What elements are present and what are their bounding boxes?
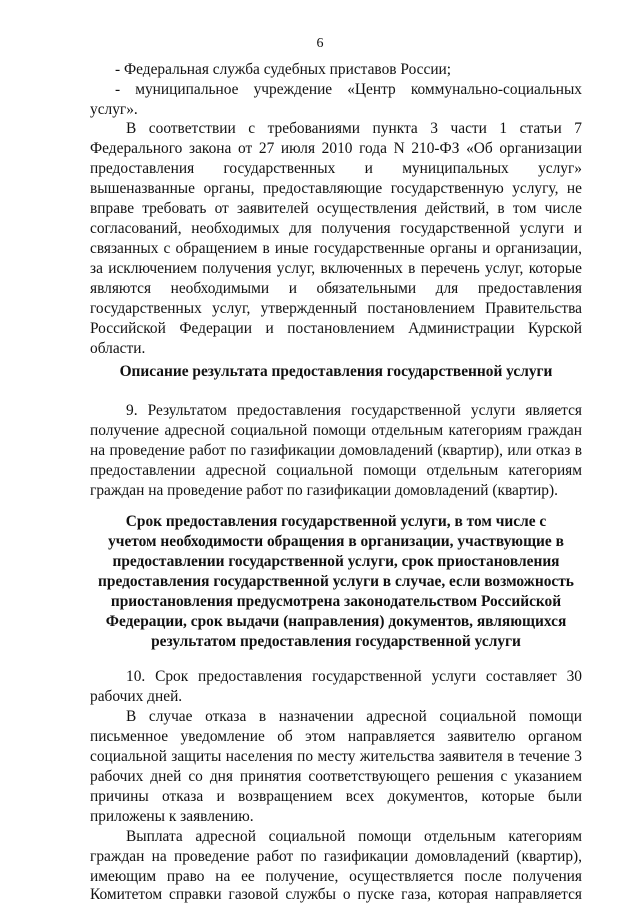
- paragraph-line: предоставлении адресной социальной помощи отдельным категориям: [90, 462, 582, 479]
- paragraph-line: связанных с обращением в иные государственные органы и организации,: [90, 240, 582, 257]
- section-heading-line: приостановления предусмотрена законодательством Российской: [110, 593, 562, 610]
- paragraph-line: предоставления государственных и муниципальных услуг»: [90, 160, 582, 177]
- paragraph-line: имеющим право на ее получение, осуществляется после получения: [90, 868, 582, 885]
- paragraph-line: государственных услуг, утвержденный постановлением Правительства: [90, 300, 582, 317]
- section-heading-line: предоставления государственной услуги в случае, если возможность: [98, 573, 574, 590]
- paragraph-line: Федерального закона от 27 июля 2010 года N 210-ФЗ «Об организации: [90, 140, 582, 157]
- section-heading-line: Срок предоставления государственной услуги, в том числе с: [125, 513, 547, 530]
- paragraph-line: 9. Результатом предоставления государственной услуги является: [126, 402, 582, 419]
- paragraph-line: области.: [90, 340, 146, 357]
- paragraph-line: рабочих дней со дня принятия соответствующего решения с указанием: [90, 768, 582, 785]
- paragraph-line: Комитетом справки газовой службы о пуске газа, которая направляется: [90, 886, 582, 903]
- paragraph-line: приложены к заявлению.: [90, 808, 254, 825]
- list-item-line: - Федеральная служба судебных приставов России;: [115, 61, 452, 78]
- page-number: 6: [316, 36, 324, 51]
- paragraph-line: 10. Срок предоставления государственной услуги составляет 30: [126, 668, 582, 685]
- section-heading-line: предоставлении государственной услуги, срок приостановления: [112, 553, 560, 570]
- section-heading-line: результатом предоставления государственной услуги: [151, 633, 521, 650]
- paragraph-line: социальной защиты населения по месту жительства заявителя в течение 3: [90, 748, 582, 765]
- paragraph-line: письменное уведомление об этом направляется заявителю органом: [90, 728, 582, 745]
- paragraph-line: вышеназванные органы, предоставляющие государственную услугу, не: [90, 180, 582, 197]
- paragraph-line: получение адресной социальной помощи отдельным категориям граждан: [90, 422, 582, 439]
- paragraph-line: Российской Федерации и постановлением Администрации Курской: [90, 320, 582, 337]
- section-heading-line: учетом необходимости обращения в организации, участвующие в: [108, 533, 564, 550]
- paragraph-line: причины отказа и возвращением всех документов, которые были: [90, 788, 582, 805]
- paragraph-line: граждан на проведение работ по газификации домовладений (квартир),: [90, 848, 582, 865]
- paragraph-line: Выплата адресной социальной помощи отдельным категориям: [126, 828, 582, 845]
- list-item-line: - муниципальное учреждение «Центр коммунально-социальных: [115, 81, 582, 98]
- paragraph-line: являются необходимыми и обязательными для предоставления: [90, 280, 582, 297]
- paragraph-line: В соответствии с требованиями пункта 3 части 1 статьи 7: [126, 120, 582, 137]
- section-heading: Описание результата предоставления государственной услуги: [119, 363, 553, 380]
- paragraph-line: согласований, необходимых для получения государственной услуги и: [90, 220, 582, 237]
- paragraph-line: вправе требовать от заявителей осуществления действий, в том числе: [90, 200, 582, 217]
- list-item-line: услуг».: [90, 101, 138, 118]
- paragraph-line: на проведение работ по газификации домовладений (квартир), или отказ в: [90, 442, 582, 459]
- paragraph-line: рабочих дней.: [90, 688, 183, 705]
- paragraph-line: граждан на проведение работ по газификации домовладений (квартир).: [90, 482, 558, 499]
- paragraph-line: В случае отказа в назначении адресной социальной помощи: [126, 708, 582, 725]
- paragraph-line: за исключением получения услуг, включенных в перечень услуг, которые: [90, 260, 582, 277]
- section-heading-line: Федерации, срок выдачи (направления) документов, являющихся: [105, 613, 567, 630]
